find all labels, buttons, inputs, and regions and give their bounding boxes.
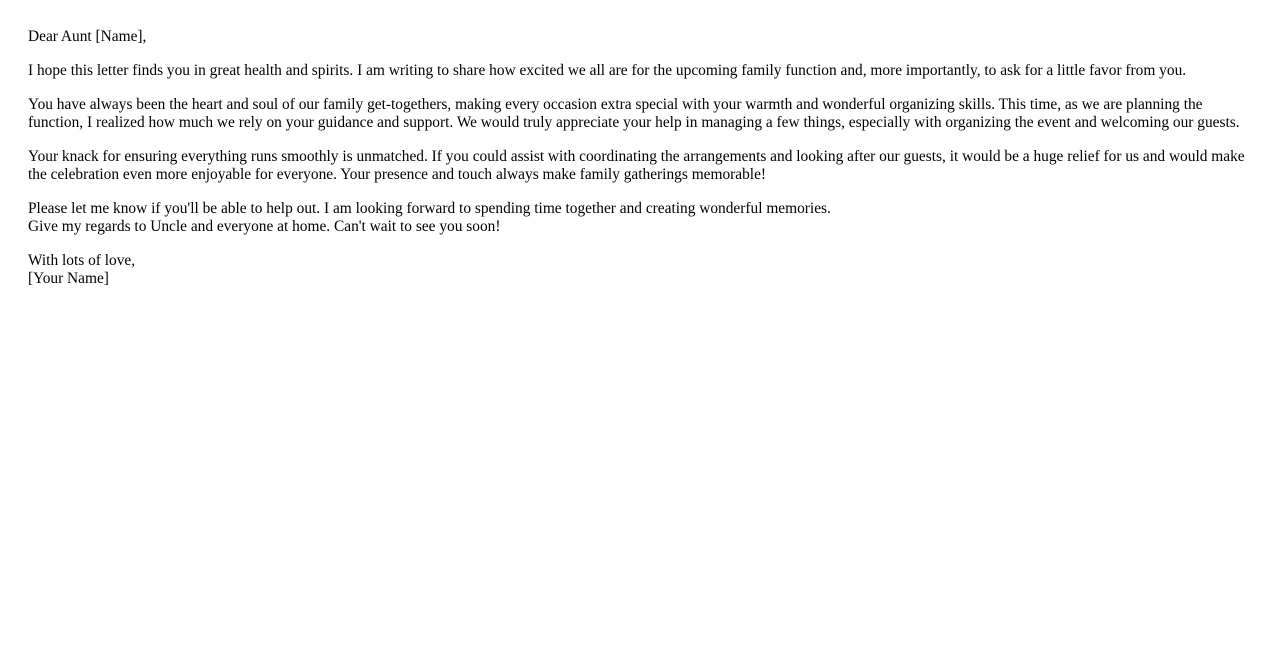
signature-block <box>28 252 1258 288</box>
paragraph-appreciation: You have always been the heart and soul of our family get-togethers, making every occasion extra special with your warmth and wonderful organizing skills. This time, as we are planning the function, I realized how much we rely on your guidance and support. We would truly appreciate your help in managing a few things, especially with organizing the event and welcoming our guests. <box>28 96 1240 131</box>
signature: [Your Name] <box>28 270 109 287</box>
letter-body <box>28 28 1258 304</box>
closing-line-request: Please let me know if you'll be able to help out. I am looking forward to spending time together and creating wonderful memories. <box>28 200 831 217</box>
closing-line-regards: Give my regards to Uncle and everyone at home. Can't wait to see you soon! <box>28 218 501 235</box>
salutation: Dear Aunt [Name], <box>28 28 147 45</box>
signoff: With lots of love, <box>28 252 136 269</box>
paragraph-intro: I hope this letter finds you in great health and spirits. I am writing to share how excited we all are for the upcoming family function and, more importantly, to ask for a little favor from you. <box>28 62 1187 79</box>
paragraph-request: Your knack for ensuring everything runs smoothly is unmatched. If you could assist with coordinating the arrangements and looking after our guests, it would be a huge relief for us and would make the celebration even more enjoyable for everyone. Your presence and touch always make family gatherings memorable! <box>28 148 1245 183</box>
closing-paragraph <box>28 200 1258 236</box>
